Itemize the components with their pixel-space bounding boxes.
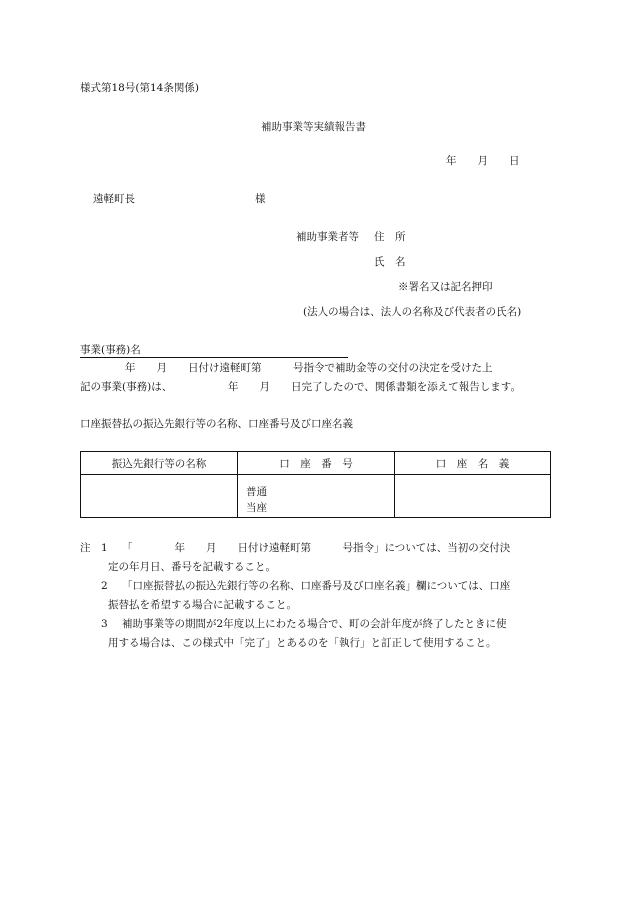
- bank-account-table: [80, 451, 551, 518]
- document-title: 補助事業等実績報告書: [261, 121, 366, 133]
- corporation-note: (法人の場合は、法人の名称及び代表者の氏名): [303, 306, 522, 318]
- applicant-role-label: 補助事業者等: [296, 231, 359, 243]
- note-2-line2: 振替払を希望する場合に記載すること。: [108, 599, 297, 611]
- account-number-cell[interactable]: [238, 475, 395, 518]
- form-number: 様式第18号(第14条関係): [80, 82, 199, 94]
- note-2-line1: 「口座振替払の振込先銀行等の名称、口座番号及び口座名義」欄については、口座: [122, 580, 511, 592]
- bank-name-cell[interactable]: [81, 475, 238, 518]
- account-type-options: 普通 当座: [246, 486, 267, 514]
- note-1-number: 1: [101, 542, 108, 554]
- project-body-line2a: 記の事業(事務)は、: [80, 381, 173, 393]
- project-body-line2b: 年 月 日完了したので、関係書類を添えて報告します。: [228, 381, 521, 393]
- note-1-line2: 定の年月日、番号を記載すること。: [108, 561, 276, 573]
- project-name-underline: [80, 357, 348, 358]
- header-account-number: 口 座 番 号: [238, 452, 395, 475]
- addressee: 遠軽町長: [93, 193, 135, 205]
- project-body-line1: 年 月 日付け遠軽町第 号指令で補助金等の交付の決定を受けた上: [125, 362, 493, 374]
- note-3-number: 3: [101, 618, 108, 630]
- account-holder-cell[interactable]: [395, 475, 551, 518]
- name-label: 氏 名: [374, 256, 406, 268]
- note-3-line1: 補助事業等の期間が2年度以上にわたる場合で、町の会計年度が終了したときに使: [122, 618, 507, 630]
- header-account-holder: 口 座 名 義: [395, 452, 551, 475]
- note-3-line2: 用する場合は、この様式中「完了」とあるのを「執行」と訂正して使用すること。: [108, 637, 497, 649]
- notes-label: 注: [80, 542, 91, 554]
- seal-note: ※署名又は記名押印: [398, 281, 493, 293]
- header-bank-name: 振込先銀行等の名称: [81, 452, 238, 475]
- note-2-number: 2: [101, 580, 108, 592]
- date-line: 年 月 日: [446, 155, 520, 167]
- honorific: 様: [255, 193, 266, 205]
- address-label: 住 所: [374, 231, 406, 243]
- transfer-heading: 口座振替払の振込先銀行等の名称、口座番号及び口座名義: [80, 418, 353, 430]
- project-label: 事業(事務)名: [80, 344, 141, 356]
- note-1-line1: 「 年 月 日付け遠軽町第 号指令」については、当初の交付決: [122, 542, 511, 554]
